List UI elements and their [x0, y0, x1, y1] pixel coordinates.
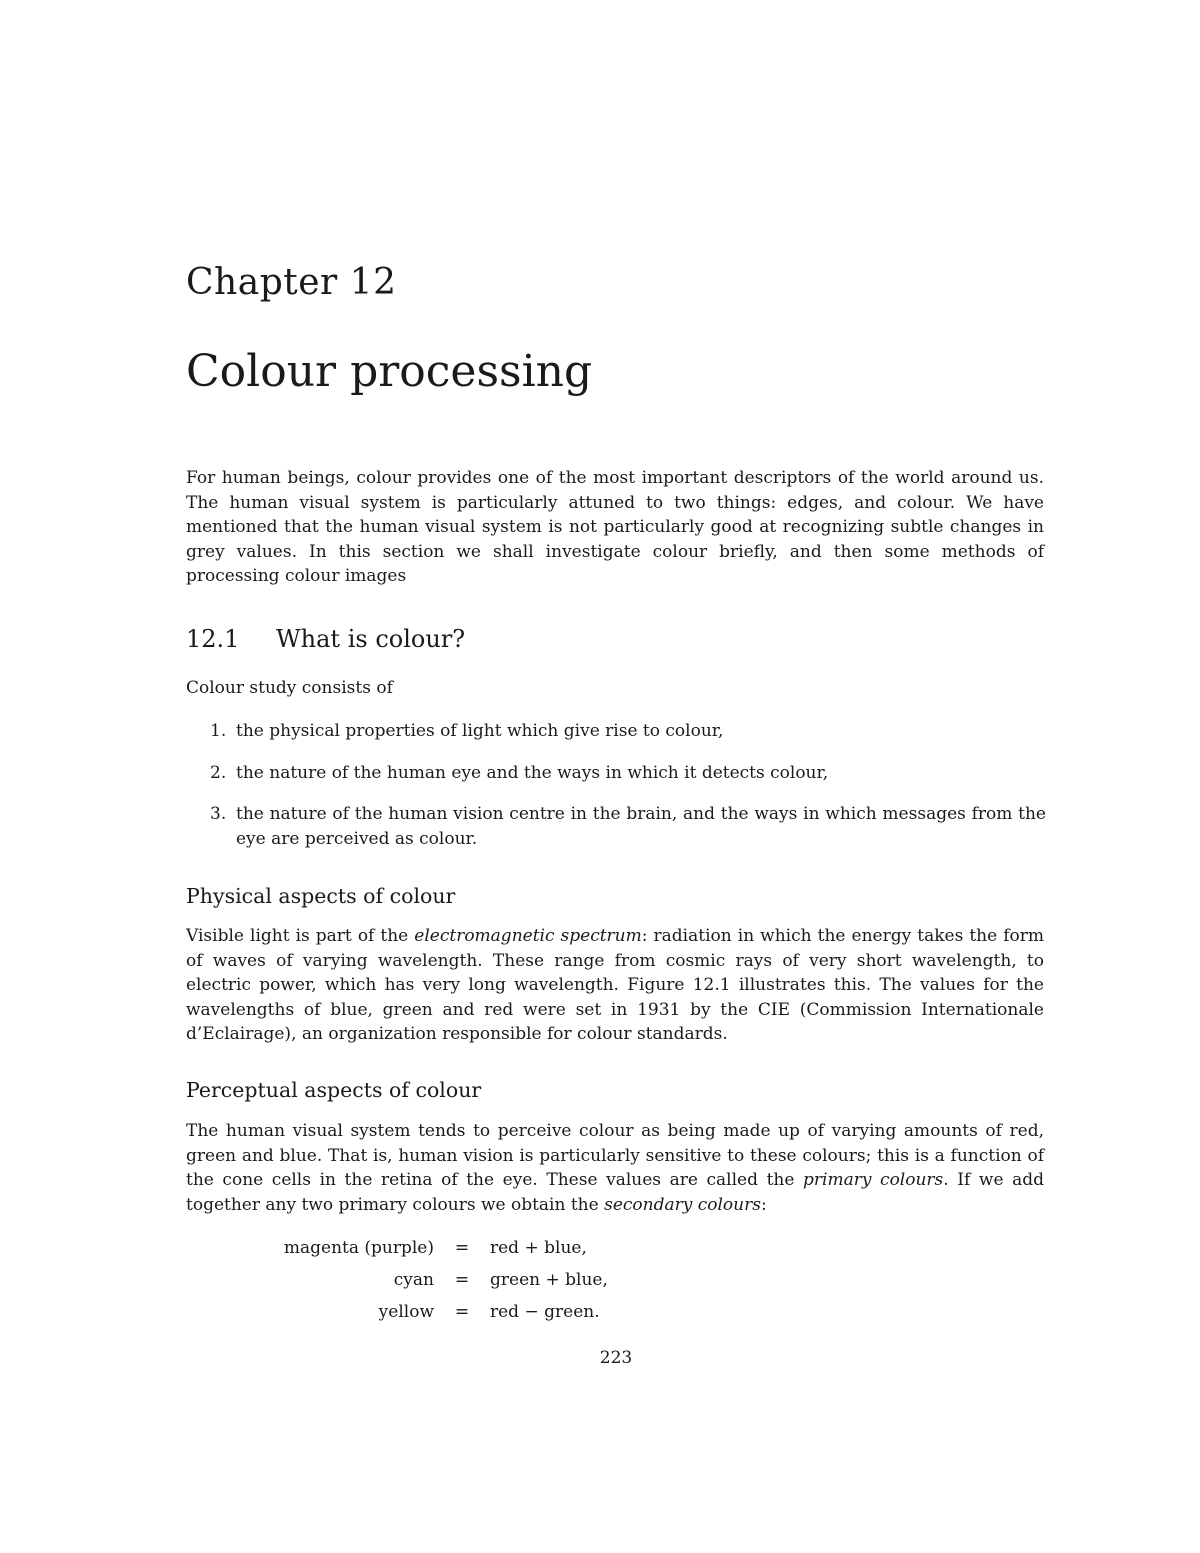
list-item-marker: 2.	[210, 762, 227, 783]
page-number: 223	[599, 1348, 633, 1368]
equation-rhs: green + blue,	[490, 1270, 608, 1290]
section-title: What is colour?	[276, 625, 466, 653]
equation-rhs: red + blue,	[490, 1238, 587, 1258]
list-item-text: the nature of the human vision centre in the brain, and the ways in which messages from the eye are perceived as colour.	[236, 804, 1046, 849]
chapter-title: Colour processing	[186, 346, 593, 397]
perceptual-emphasis-secondary: secondary colours	[604, 1194, 761, 1215]
physical-paragraph	[186, 924, 1044, 1047]
list-item-marker: 1.	[210, 721, 227, 741]
equation-operator: =	[454, 1302, 470, 1322]
perceptual-paragraph	[186, 1119, 1044, 1217]
equation-array	[234, 1232, 690, 1328]
equation-rhs: red − green.	[490, 1302, 600, 1322]
document-page	[186, 0, 1046, 1553]
subsection-heading-physical: Physical aspects of colour	[186, 884, 456, 908]
physical-text-b: : radiation in which the energy takes the form of waves of varying wavelength. These range from cosmic rays of very short wavelength, to electric power, which has very long wavelength. Figure 12.1 illustrates this. The values for the wavelengths of blue, green and red were set in 1931 by the CIE (Commission Internationale d’Eclairage), an organization responsible for colour standards.	[186, 926, 1045, 1044]
section-heading	[186, 624, 465, 654]
perceptual-text-c: :	[760, 1194, 767, 1215]
enumerated-list	[186, 719, 1046, 868]
perceptual-text-a: The human visual system tends to perceive colour as being made up of varying amounts of red, green and blue. That is, human vision is particularly sensitive to these colours; this is a function of the cone cells in the retina of the eye. These values are called the	[186, 1121, 1044, 1190]
list-item-marker: 3.	[210, 804, 227, 824]
equation-row	[234, 1264, 690, 1296]
equation-row	[234, 1296, 690, 1328]
perceptual-text-b: . If we add together any two primary colours we obtain the	[186, 1170, 1044, 1215]
section-lead-text: Colour study consists of	[186, 678, 393, 698]
list-item-text: the physical properties of light which give rise to colour,	[236, 721, 724, 741]
intro-paragraph: For human beings, colour provides one of the most important descriptors of the world around us. The human visual system is particularly attuned to two things: edges, and colour. We have mentioned that the human visual system is not particularly good at recognizing subtle changes in grey values. In this section we shall investigate colour briefly, and then some methods of processing colour images	[186, 468, 1044, 586]
list-item-text: the nature of the human eye and the ways in which it detects colour,	[236, 762, 829, 783]
perceptual-emphasis-primary: primary colours	[803, 1170, 944, 1190]
equation-operator: =	[454, 1270, 470, 1290]
list-item	[186, 719, 1046, 744]
list-item	[186, 802, 1046, 851]
section-number: 12.1	[186, 625, 240, 653]
equation-lhs: yellow	[378, 1302, 434, 1322]
equation-row	[234, 1232, 690, 1264]
physical-text-a: Visible light is part of the	[186, 926, 415, 946]
physical-emphasis: electromagnetic spectrum	[414, 926, 642, 946]
subsection-heading-perceptual: Perceptual aspects of colour	[186, 1078, 482, 1102]
chapter-label: Chapter 12	[186, 262, 397, 303]
equation-lhs: magenta (purple)	[283, 1238, 434, 1258]
equation-lhs: cyan	[393, 1270, 434, 1290]
equation-operator: =	[454, 1238, 470, 1258]
list-item	[186, 761, 1046, 786]
